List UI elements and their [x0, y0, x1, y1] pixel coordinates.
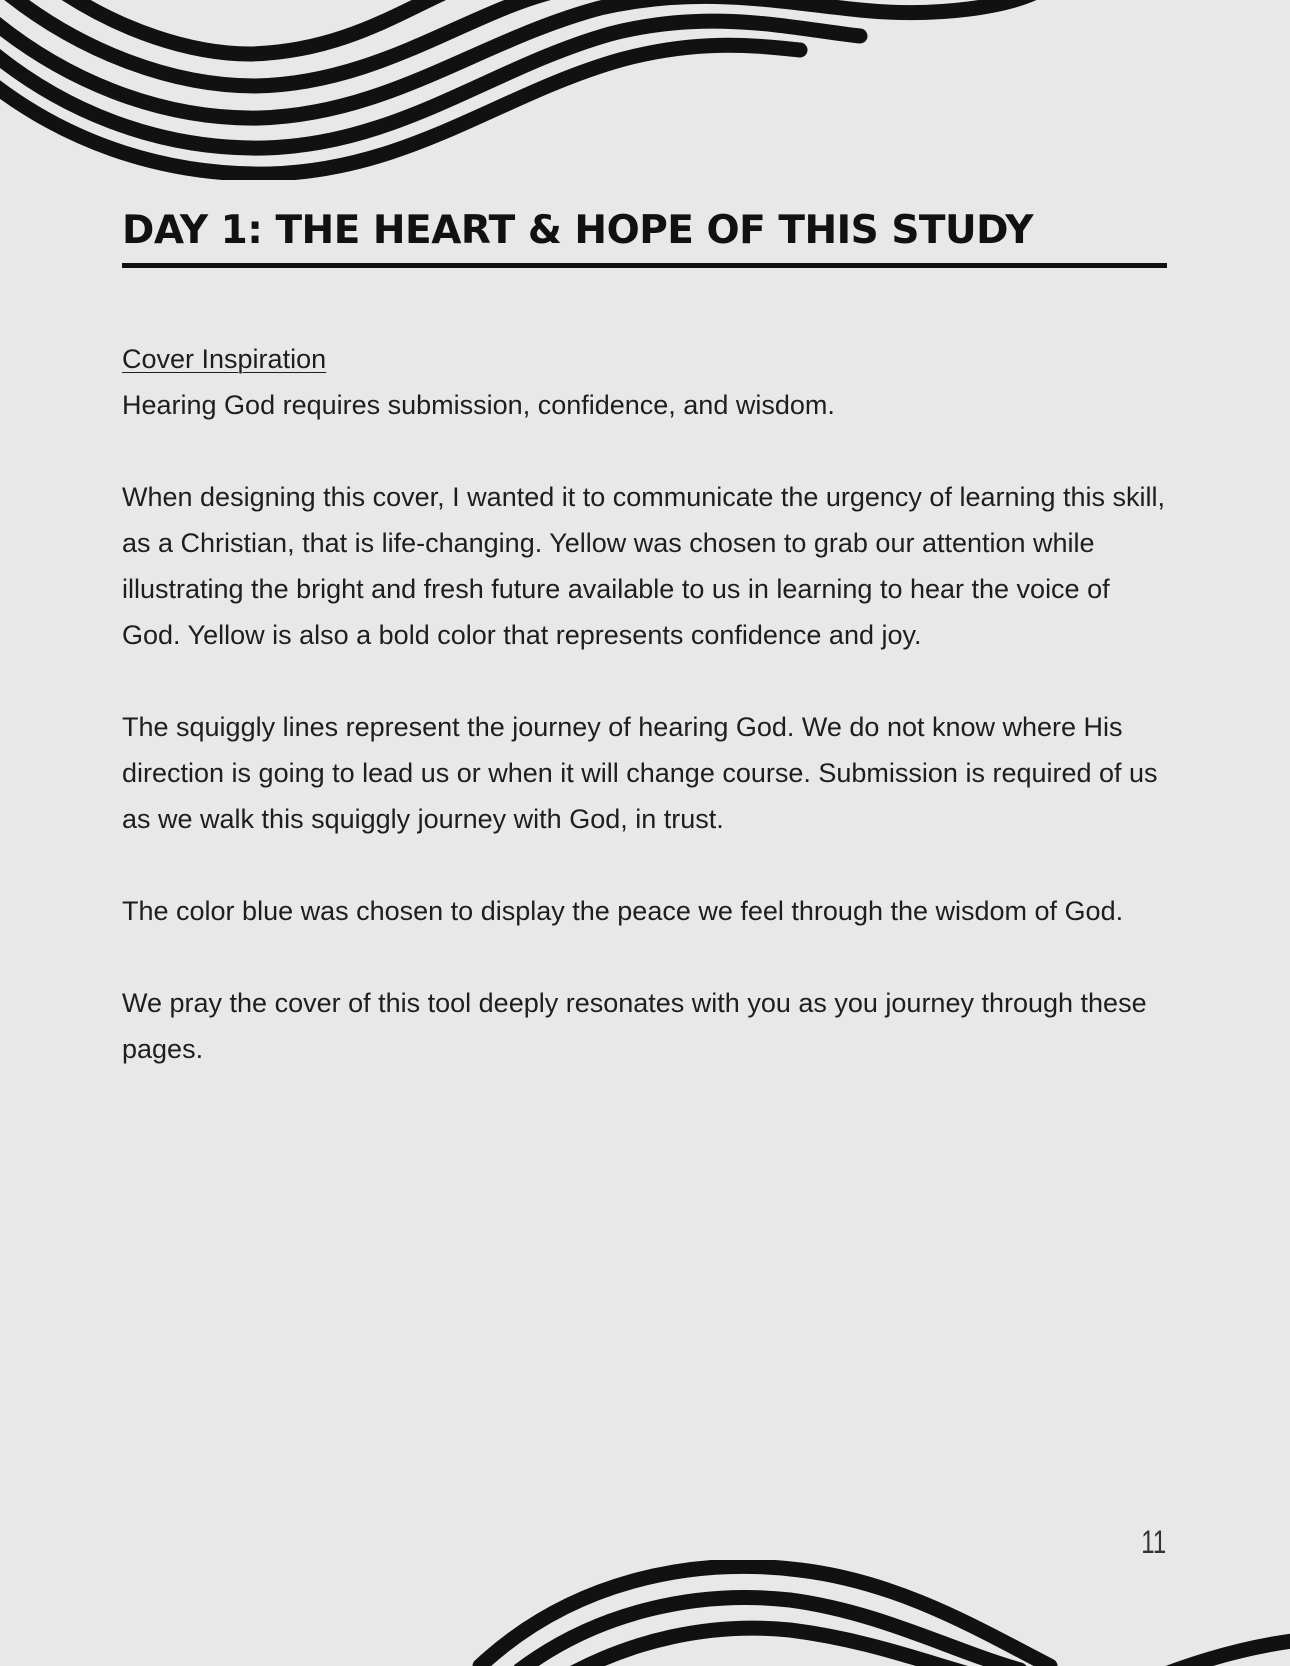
paragraph-squiggly-lines: The squiggly lines represent the journey of hearing God. We do not know where His direction is going to lead us or when it will change course. Submission is required of us as we walk this squiggly journey with God, in trust.	[122, 712, 1158, 834]
paragraph-blue: The color blue was chosen to display the peace we feel through the wisdom of God.	[122, 896, 1124, 926]
page-title: DAY 1: THE HEART & HOPE OF THIS STUDY	[122, 208, 1033, 253]
cover-inspiration-section	[122, 336, 1167, 428]
title-underline-divider	[122, 263, 1167, 268]
body-text	[122, 336, 1167, 1118]
paragraph-prayer: We pray the cover of this tool deeply resonates with you as you journey through these pages.	[122, 988, 1147, 1064]
squiggly-lines-bottom-decoration	[0, 1560, 1290, 1666]
squiggly-lines-top-decoration	[0, 0, 1290, 180]
intro-sentence: Hearing God requires submission, confidence, and wisdom.	[122, 390, 835, 420]
section-subheading: Cover Inspiration	[122, 344, 327, 374]
page-number: 11	[1141, 1524, 1166, 1560]
paragraph-yellow: When designing this cover, I wanted it to communicate the urgency of learning this skill, as a Christian, that is life-changing. Yellow was chosen to grab our attention while illustrating the bright and fresh future available to us in learning to hear the voice of God. Yellow is also a bold color that represents confidence and joy.	[122, 482, 1166, 650]
